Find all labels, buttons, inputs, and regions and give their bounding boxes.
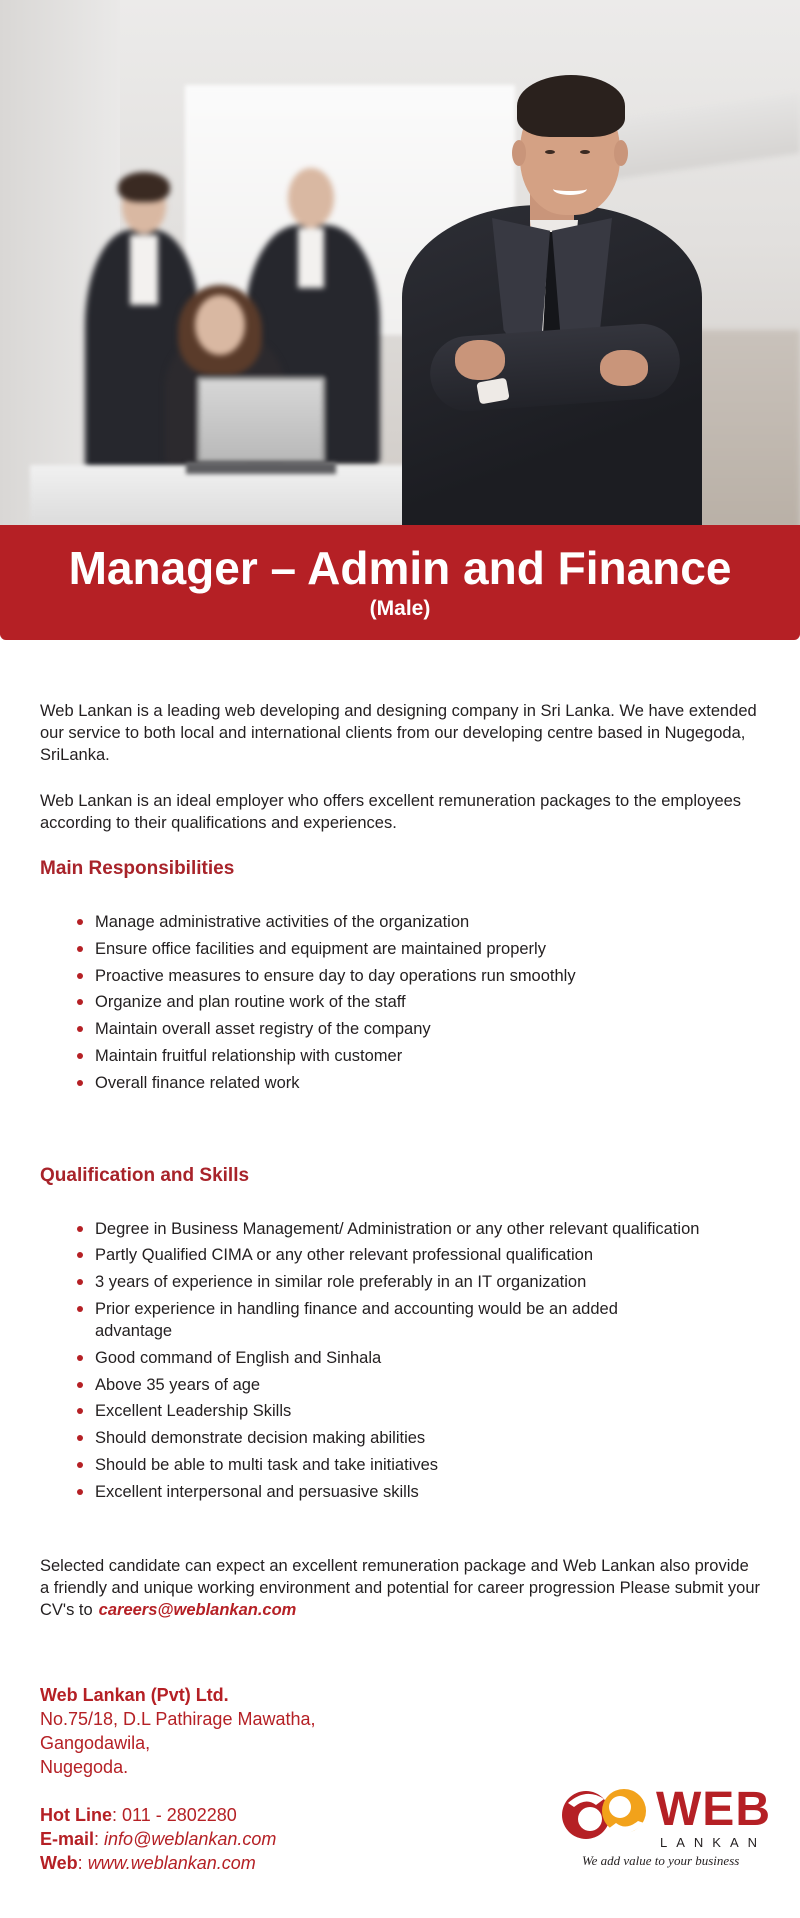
address-line: Gangodawila, [40, 1733, 151, 1753]
list-item: Partly Qualified CIMA or any other relevant professional qualification [77, 1244, 770, 1266]
address-line: No.75/18, D.L Pathirage Mawatha, [40, 1709, 316, 1729]
list-item: Excellent Leadership Skills [77, 1400, 770, 1422]
list-item: Ensure office facilities and equipment are maintained properly [77, 938, 770, 960]
job-title: Manager – Admin and Finance [68, 542, 732, 594]
intro-paragraph-2: Web Lankan is an ideal employer who offers excellent remuneration packages to the employees according to their qualifications and experiences. [40, 792, 742, 832]
logo-wordmark: WEB [656, 1783, 771, 1836]
logo-tagline: We add value to your business [582, 1853, 740, 1868]
web-label: Web [40, 1853, 78, 1873]
email-link[interactable]: info@weblankan.com [104, 1829, 277, 1849]
job-description [40, 700, 770, 1621]
list-item: Above 35 years of age [77, 1374, 770, 1396]
list-item: Maintain overall asset registry of the company [77, 1018, 770, 1040]
list-item: Good command of English and Sinhala [77, 1347, 770, 1369]
closing-text: Selected candidate can expect an excellent remuneration package and Web Lankan also provide a friendly and unique working environment and potential for career progression Please submit your CV's to [40, 1556, 760, 1619]
web-lankan-swirl-icon [560, 1783, 652, 1845]
responsibilities-heading: Main Responsibilities [40, 858, 235, 879]
web-lankan-logo [560, 1783, 770, 1873]
web-row: Web: www.weblankan.com [40, 1853, 256, 1873]
hotline-row: Hot Line: 011 - 2802280 [40, 1805, 237, 1825]
logo-subtext: LANKAN [660, 1835, 767, 1850]
list-item: Prior experience in handling finance and accounting would be an added advantage [77, 1298, 657, 1342]
responsibilities-list [77, 911, 770, 1094]
qualifications-heading: Qualification and Skills [40, 1164, 250, 1186]
title-banner [0, 525, 800, 640]
list-item: Excellent interpersonal and persuasive skills [77, 1481, 770, 1503]
qualifications-list [77, 1218, 770, 1503]
list-item: Proactive measures to ensure day to day operations run smoothly [77, 965, 770, 987]
list-item: Maintain fruitful relationship with customer [77, 1045, 770, 1067]
hero-photo [0, 0, 800, 530]
website-link[interactable]: www.weblankan.com [87, 1853, 256, 1873]
contact-block [40, 1683, 460, 1875]
laptop-base [186, 462, 336, 474]
email-label: E-mail [40, 1829, 95, 1849]
hotline-label: Hot Line [40, 1805, 112, 1825]
intro-paragraph-1: Web Lankan is a leading web developing and designing company in Sri Lanka. We have extended our service to both local and international clients from our developing centre based in Nugegoda, SriLanka. [40, 702, 757, 764]
list-item: Degree in Business Management/ Administration or any other relevant qualification [77, 1218, 770, 1240]
company-name: Web Lankan (Pvt) Ltd. [40, 1685, 229, 1705]
closing-paragraph [40, 1555, 760, 1621]
email-row: E-mail: info@weblankan.com [40, 1829, 277, 1849]
list-item: 3 years of experience in similar role preferably in an IT organization [77, 1271, 770, 1293]
list-item: Organize and plan routine work of the staff [77, 991, 770, 1013]
list-item: Should be able to multi task and take initiatives [77, 1454, 770, 1476]
hotline-value[interactable]: 011 - 2802280 [122, 1805, 237, 1825]
list-item: Should demonstrate decision making abilities [77, 1427, 770, 1449]
careers-email-link[interactable]: careers@weblankan.com [98, 1600, 297, 1619]
list-item: Overall finance related work [77, 1072, 770, 1094]
list-item: Manage administrative activities of the organization [77, 911, 770, 933]
laptop [196, 376, 326, 464]
address-line: Nugegoda. [40, 1757, 129, 1777]
job-subtitle: (Male) [369, 597, 431, 620]
